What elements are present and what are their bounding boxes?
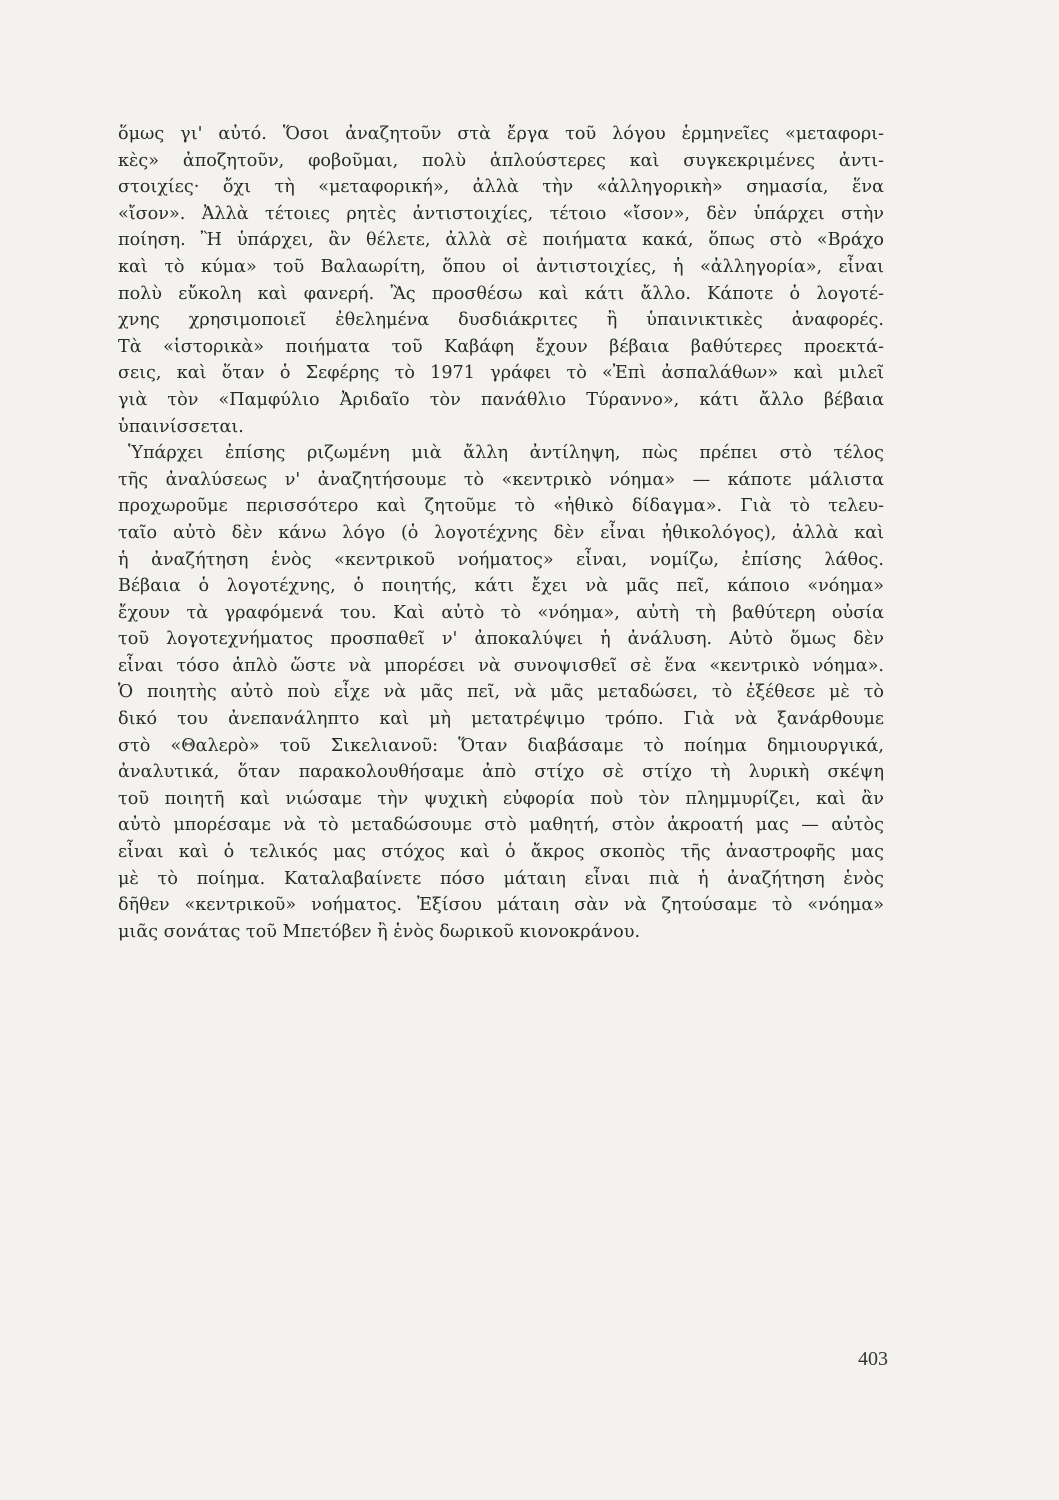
- text-line: κὲς» ἀποζητοῦν, φοβοῦμαι, πολὺ ἁπλούστερες καὶ συγκεκριμένες ἀντι-: [118, 150, 884, 171]
- text-line: αὐτὸ μπορέσαμε νὰ τὸ μεταδώσουμε στὸ μαθητή, στὸν ἀκροατή μας — αὐτὸς: [118, 815, 884, 836]
- text-line: δικό του ἀνεπανάληπτο καὶ μὴ μετατρέψιμο τρόπο. Γιὰ νὰ ξανάρθουμε: [118, 709, 884, 730]
- text-line: δῆθεν «κεντρικοῦ» νοήματος. Ἐξίσου μάταιη σὰν νὰ ζητούσαμε τὸ «νόημα»: [118, 895, 884, 916]
- text-line: Ὁ ποιητὴς αὐτὸ ποὺ εἶχε νὰ μᾶς πεῖ, νὰ μᾶς μεταδώσει, τὸ ἐξέθεσε μὲ τὸ: [118, 682, 884, 703]
- text-line: στοιχίες· ὄχι τὴ «μεταφορική», ἀλλὰ τὴν «ἀλληγορικὴ» σημασία, ἕνα: [118, 177, 884, 198]
- text-line: μὲ τὸ ποίημα. Καταλαβαίνετε πόσο μάταιη εἶναι πιὰ ἡ ἀναζήτηση ἑνὸς: [118, 868, 884, 889]
- text-line: τῆς ἀναλύσεως ν' ἀναζητήσουμε τὸ «κεντρικὸ νόημα» — κάποτε μάλιστα: [118, 469, 884, 490]
- text-line: Βέβαια ὁ λογοτέχνης, ὁ ποιητής, κάτι ἔχει νὰ μᾶς πεῖ, κάποιο «νόημα»: [118, 576, 884, 597]
- text-line: ἡ ἀναζήτηση ἑνὸς «κεντρικοῦ νοήματος» εἶναι, νομίζω, ἐπίσης λάθος.: [118, 549, 884, 570]
- text-line: πολὺ εὔκολη καὶ φανερή. Ἂς προσθέσω καὶ κάτι ἄλλο. Κάποτε ὁ λογοτέ-: [118, 283, 884, 304]
- text-line: Τὰ «ἱστορικὰ» ποιήματα τοῦ Καβάφη ἔχουν βέβαια βαθύτερες προεκτά-: [118, 336, 884, 357]
- page-number: 403: [858, 1348, 888, 1370]
- text-line: χνης χρησιμοποιεῖ ἐθελημένα δυσδιάκριτες ἢ ὑπαινικτικὲς ἀναφορές.: [118, 310, 884, 331]
- paragraph-end-line: ὑπαινίσσεται.: [118, 416, 244, 437]
- text-line: ταῖο αὐτὸ δὲν κάνω λόγο (ὁ λογοτέχνης δὲν εἶναι ἠθικολόγος), ἀλλὰ καὶ: [118, 522, 884, 543]
- text-line: στὸ «Θαλερὸ» τοῦ Σικελιανοῦ: Ὅταν διαβάσαμε τὸ ποίημα δημιουργικά,: [118, 735, 884, 756]
- text-line: εἶναι τόσο ἁπλὸ ὥστε νὰ μπορέσει νὰ συνοψισθεῖ σὲ ἕνα «κεντρικὸ νόημα».: [118, 655, 884, 676]
- text-line: ἔχουν τὰ γραφόμενά του. Καὶ αὐτὸ τὸ «νόημα», αὐτὴ τὴ βαθύτερη οὐσία: [118, 602, 884, 623]
- text-line: γιὰ τὸν «Παμφύλιο Ἀριδαῖο τὸν πανάθλιο Τύραννο», κάτι ἄλλο βέβαια: [118, 389, 884, 410]
- text-line: προχωροῦμε περισσότερο καὶ ζητοῦμε τὸ «ἠθικὸ δίδαγμα». Γιὰ τὸ τελευ-: [118, 496, 884, 517]
- text-line: τοῦ ποιητῆ καὶ νιώσαμε τὴν ψυχικὴ εὐφορία ποὺ τὸν πλημμυρίζει, καὶ ἂν: [118, 788, 884, 809]
- text-line: σεις, καὶ ὅταν ὁ Σεφέρης τὸ 1971 γράφει τὸ «Ἐπὶ ἀσπαλάθων» καὶ μιλεῖ: [118, 363, 884, 384]
- text-line: καὶ τὸ κύμα» τοῦ Βαλαωρίτη, ὅπου οἱ ἀντιστοιχίες, ἡ «ἀλληγορία», εἶναι: [118, 256, 884, 277]
- paragraph-end-line: μιᾶς σονάτας τοῦ Μπετόβεν ἢ ἑνὸς δωρικοῦ κιονοκράνου.: [118, 921, 641, 942]
- paragraph-start-line: Ὑπάρχει ἐπίσης ριζωμένη μιὰ ἄλλη ἀντίληψη, πὼς πρέπει στὸ τέλος: [128, 443, 884, 464]
- body-text: [118, 121, 884, 945]
- text-line: εἶναι καὶ ὁ τελικός μας στόχος καὶ ὁ ἄκρος σκοπὸς τῆς ἀναστροφῆς μας: [118, 842, 884, 863]
- text-line: ὅμως γι' αὐτό. Ὅσοι ἀναζητοῦν στὰ ἔργα τοῦ λόγου ἑρμηνεῖες «μεταφορι-: [118, 124, 884, 144]
- text-line: τοῦ λογοτεχνήματος προσπαθεῖ ν' ἀποκαλύψει ἡ ἀνάλυση. Αὐτὸ ὅμως δὲν: [118, 629, 884, 650]
- text-line: ποίηση. Ἢ ὑπάρχει, ἂν θέλετε, ἀλλὰ σὲ ποιήματα κακά, ὅπως στὸ «Βράχο: [118, 230, 884, 251]
- text-line: ἀναλυτικά, ὅταν παρακολουθήσαμε ἀπὸ στίχο σὲ στίχο τὴ λυρικὴ σκέψη: [118, 762, 884, 783]
- text-line: «ἴσον». Ἀλλὰ τέτοιες ρητὲς ἀντιστοιχίες, τέτοιο «ἴσον», δὲν ὑπάρχει στὴν: [118, 203, 884, 224]
